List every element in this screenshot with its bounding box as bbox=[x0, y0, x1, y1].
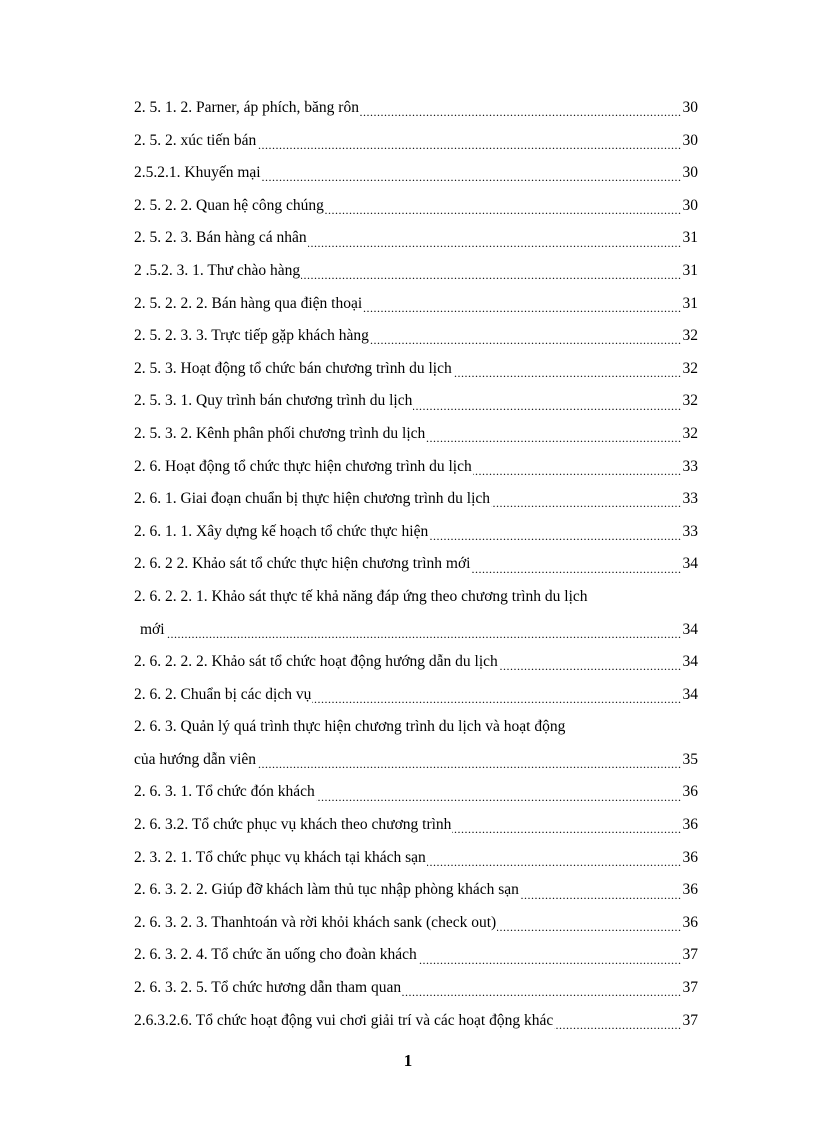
toc-page: 35 bbox=[682, 750, 698, 768]
toc-page: 34 bbox=[682, 685, 698, 703]
toc-leader bbox=[452, 820, 681, 838]
toc-label: 2. 5. 3. 1. Quy trình bán chương trình du lịch bbox=[134, 392, 413, 410]
toc-leader bbox=[418, 951, 682, 969]
toc-row bbox=[134, 255, 698, 288]
toc-row bbox=[134, 679, 698, 712]
toc-label: 2. 5. 2. xúc tiến bán bbox=[134, 131, 257, 149]
toc-page: 32 bbox=[682, 424, 698, 442]
toc-row bbox=[134, 842, 698, 875]
toc-page: 33 bbox=[682, 457, 698, 475]
toc-leader bbox=[370, 331, 682, 349]
toc-leader bbox=[312, 690, 681, 708]
toc-label: 2. 5. 2. 3. Bán hàng cá nhân bbox=[134, 229, 307, 247]
toc-page: 37 bbox=[682, 946, 698, 964]
toc-leader bbox=[308, 234, 682, 252]
toc-row bbox=[134, 972, 698, 1005]
toc-row bbox=[134, 451, 698, 484]
toc-leader bbox=[426, 429, 681, 447]
toc-row bbox=[134, 125, 698, 158]
toc-leader bbox=[491, 494, 681, 512]
toc-page: 32 bbox=[682, 359, 698, 377]
toc-page: 36 bbox=[682, 913, 698, 931]
toc-label: 2. 6. 2. 2. 1. Khảo sát thực tế khả năng đáp ứng theo chương trình du lịch bbox=[134, 587, 588, 605]
toc-leader bbox=[429, 527, 681, 545]
toc-label: 2. 5. 2. 3. 3. Trực tiếp gặp khách hàng bbox=[134, 327, 369, 345]
toc-row bbox=[134, 581, 698, 614]
toc-label: của hướng dẫn viên bbox=[134, 750, 257, 768]
toc-row bbox=[134, 385, 698, 418]
toc-page: 34 bbox=[682, 620, 698, 638]
toc-label: 2. 5. 3. Hoạt động tổ chức bán chương trình du lịch bbox=[134, 359, 452, 377]
toc-leader bbox=[325, 201, 682, 219]
toc-row bbox=[134, 222, 698, 255]
toc-page: 30 bbox=[682, 164, 698, 182]
toc-label: 2. 5. 1. 2. Parner, áp phích, băng rôn bbox=[134, 99, 359, 116]
toc-row bbox=[134, 614, 698, 647]
toc-row bbox=[134, 744, 698, 777]
toc-page: 36 bbox=[682, 816, 698, 834]
toc-leader bbox=[427, 853, 682, 871]
toc-leader bbox=[473, 462, 682, 480]
toc-label: 2.6.3.2.6. Tổ chức hoạt động vui chơi giải trí và các hoạt động khác bbox=[134, 1011, 554, 1029]
toc-row bbox=[134, 516, 698, 549]
toc-row bbox=[134, 711, 698, 744]
toc-row bbox=[134, 157, 698, 190]
toc-row bbox=[134, 418, 698, 451]
toc-page: 30 bbox=[682, 131, 698, 149]
toc-row bbox=[134, 190, 698, 223]
toc-label: 2 .5.2. 3. 1. Thư chào hàng bbox=[134, 261, 301, 279]
toc-page: 32 bbox=[682, 327, 698, 345]
toc-page: 37 bbox=[682, 1011, 698, 1029]
toc-label: 2. 6. 1. Giai đoạn chuẩn bị thực hiện chương trình du lịch bbox=[134, 490, 491, 508]
toc-label: 2. 6. 2. Chuẩn bị các dịch vụ bbox=[134, 685, 312, 703]
page-number: 1 bbox=[403, 1051, 413, 1070]
toc-leader bbox=[471, 560, 681, 578]
toc-leader bbox=[316, 788, 682, 806]
toc-label: 2. 6. 2 2. Khảo sát tổ chức thực hiện chương trình mới bbox=[134, 555, 471, 573]
toc-page: 30 bbox=[682, 99, 698, 116]
toc-leader bbox=[166, 625, 682, 643]
toc-page: 36 bbox=[682, 881, 698, 899]
toc-label: 2. 5. 2. 2. Quan hệ công chúng bbox=[134, 196, 324, 214]
toc-leader bbox=[453, 364, 682, 382]
toc-label: 2. 6. 3.2. Tổ chức phục vụ khách theo chương trình bbox=[134, 816, 452, 834]
toc-label: 2. 6. Hoạt động tổ chức thực hiện chương trình du lịch bbox=[134, 457, 472, 475]
toc-label: 2.5.2.1. Khuyến mại bbox=[134, 164, 261, 182]
toc-page: 37 bbox=[682, 979, 698, 997]
toc-row bbox=[134, 907, 698, 940]
toc-label: 2. 6. 1. 1. Xây dựng kế hoạch tổ chức thực hiện bbox=[134, 522, 429, 540]
toc-row bbox=[134, 92, 698, 125]
toc-label: 2. 6. 3. 2. 4. Tổ chức ăn uống cho đoàn khách bbox=[134, 946, 417, 964]
toc-page: 33 bbox=[682, 522, 698, 540]
toc-row bbox=[134, 939, 698, 972]
toc-page: 33 bbox=[682, 490, 698, 508]
toc-page: 31 bbox=[682, 261, 698, 279]
toc-page: 34 bbox=[682, 555, 698, 573]
toc-row bbox=[134, 809, 698, 842]
toc-row bbox=[134, 483, 698, 516]
toc-leader bbox=[257, 755, 681, 773]
toc-label: 2. 3. 2. 1. Tổ chức phục vụ khách tại khách sạn bbox=[134, 848, 426, 866]
toc-leader bbox=[554, 1016, 681, 1034]
toc-leader bbox=[402, 983, 681, 1001]
toc-label: 2. 6. 3. 2. 5. Tổ chức hương dẫn tham quan bbox=[134, 979, 402, 997]
toc-label: 2. 6. 3. 2. 2. Giúp đỡ khách làm thủ tục nhập phòng khách sạn bbox=[134, 881, 519, 899]
toc-leader bbox=[520, 886, 682, 904]
toc-label: 2. 6. 3. 2. 3. Thanhtoán và rời khỏi khách sank (check out) bbox=[134, 913, 497, 931]
toc-leader bbox=[363, 299, 681, 317]
toc-leader bbox=[499, 657, 682, 675]
toc-row bbox=[134, 288, 698, 321]
toc-leader bbox=[497, 918, 681, 936]
toc-row bbox=[134, 548, 698, 581]
toc-page: 31 bbox=[682, 294, 698, 312]
toc-label: 2. 5. 2. 2. 2. Bán hàng qua điện thoại bbox=[134, 294, 363, 312]
toc-page: 31 bbox=[682, 229, 698, 247]
toc-page: 36 bbox=[682, 848, 698, 866]
toc-leader bbox=[262, 168, 682, 186]
toc-page: 36 bbox=[682, 783, 698, 801]
toc-label: 2. 6. 3. Quản lý quá trình thực hiện chương trình du lịch và hoạt động bbox=[134, 718, 566, 736]
toc-row bbox=[134, 874, 698, 907]
toc-row bbox=[134, 646, 698, 679]
toc-row bbox=[134, 353, 698, 386]
toc-page: 30 bbox=[682, 196, 698, 214]
toc-leader bbox=[413, 397, 681, 415]
toc-page: 34 bbox=[682, 653, 698, 671]
toc-page: 32 bbox=[682, 392, 698, 410]
toc-row bbox=[134, 1005, 698, 1038]
toc-row bbox=[134, 776, 698, 809]
toc-leader bbox=[301, 266, 681, 284]
toc-leader bbox=[257, 136, 681, 154]
toc-label: mới bbox=[140, 620, 165, 638]
toc-label: 2. 6. 3. 1. Tổ chức đón khách bbox=[134, 783, 315, 801]
toc-leader bbox=[360, 103, 682, 121]
table-of-contents bbox=[134, 92, 698, 1037]
toc-row bbox=[134, 320, 698, 353]
toc-label: 2. 5. 3. 2. Kênh phân phối chương trình du lịch bbox=[134, 424, 426, 442]
toc-label: 2. 6. 2. 2. 2. Khảo sát tổ chức hoạt động hướng dẫn du lịch bbox=[134, 653, 498, 671]
